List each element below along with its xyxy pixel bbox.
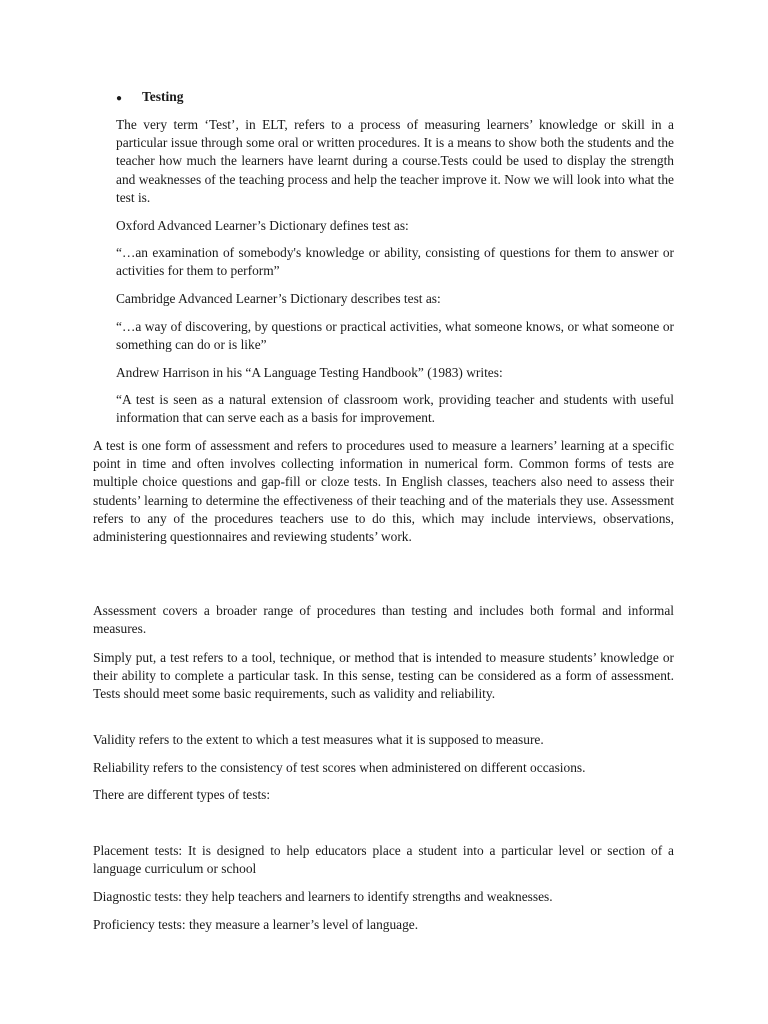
cambridge-lead-paragraph: Cambridge Advanced Learner’s Dictionary describes test as: bbox=[116, 291, 441, 306]
diagnostic-tests-paragraph: Diagnostic tests: they help teachers and learners to identify strengths and weaknesses. bbox=[93, 889, 553, 904]
bullet-icon: ● bbox=[116, 93, 123, 104]
section-title: Testing bbox=[142, 89, 184, 104]
intro-paragraph: The very term ‘Test’, in ELT, refers to a process of measuring learners’ knowledge or skill in a particular issue through some oral or written procedures. It is a means to show both the students and the teacher how much the learners have learnt during a course.Tests could be used to display the strength and weaknesses of the teaching process and help the teacher improve it. Now we will look into what the test is. bbox=[116, 117, 674, 205]
types-intro-paragraph: There are different types of tests: bbox=[93, 787, 271, 802]
oxford-quote-paragraph: “…an examination of somebody's knowledge or ability, consisting of questions for them to answer or activities for them to perform” bbox=[116, 245, 674, 279]
validity-paragraph: Validity refers to the extent to which a test measures what it is supposed to measure. bbox=[93, 732, 544, 747]
assessment-definition-paragraph: A test is one form of assessment and refers to procedures used to measure a learners’ learning at a specific point in time and often involves collecting information in numerical form. Common forms of tests are multiple choice questions and gap-fill or cloze tests. In English classes, teachers also need to assess their students’ learning to determine the effectiveness of their teaching and of the materials they use. Assessment refers to any of the procedures teachers use to do this, which may include interviews, observations, administering questionnaires and reviewing students’ work. bbox=[93, 438, 674, 545]
cambridge-quote-paragraph: “…a way of discovering, by questions or practical activities, what someone knows, or what someone or something can do or is like” bbox=[116, 319, 674, 353]
reliability-paragraph: Reliability refers to the consistency of test scores when administered on different occasions. bbox=[93, 760, 586, 775]
section-heading bbox=[116, 88, 184, 108]
proficiency-tests-paragraph: Proficiency tests: they measure a learner’s level of language. bbox=[93, 917, 419, 932]
assessment-range-paragraph: Assessment covers a broader range of procedures than testing and includes both formal and informal measures. bbox=[93, 603, 674, 637]
placement-tests-paragraph: Placement tests: It is designed to help educators place a student into a particular level or section of a language curriculum or school bbox=[93, 843, 674, 877]
harrison-lead-paragraph: Andrew Harrison in his “A Language Testing Handbook” (1983) writes: bbox=[116, 365, 503, 380]
harrison-quote-paragraph: “A test is seen as a natural extension of classroom work, providing teacher and students with useful information that can serve each as a basis for improvement. bbox=[116, 392, 674, 426]
simply-put-paragraph: Simply put, a test refers to a tool, technique, or method that is intended to measure students’ knowledge or their ability to complete a particular task. In this sense, testing can be considered as a form of assessment. Tests should meet some basic requirements, such as validity and reliability. bbox=[93, 650, 674, 702]
oxford-lead-paragraph: Oxford Advanced Learner’s Dictionary defines test as: bbox=[116, 218, 409, 233]
